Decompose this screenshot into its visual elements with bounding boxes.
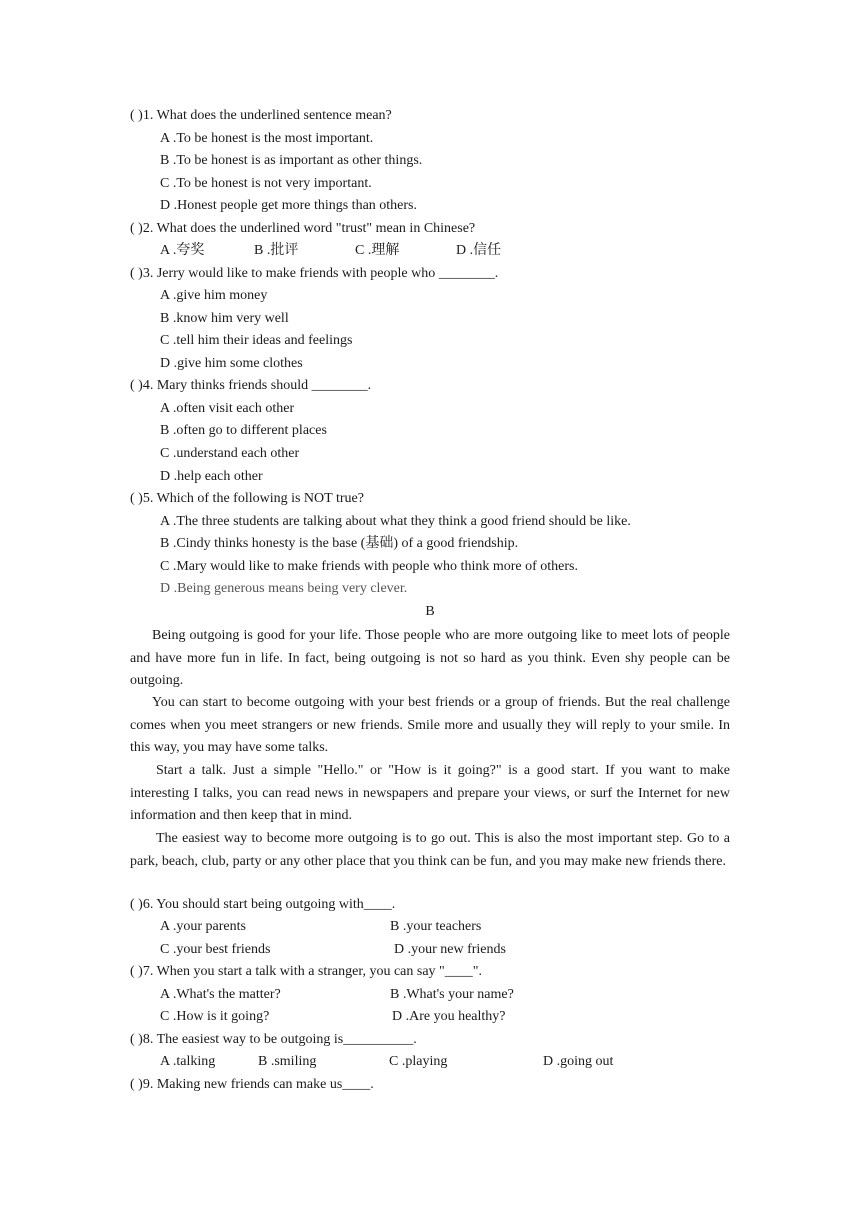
q8-option-b: B .smiling [258,1054,317,1069]
question-7: ( )7. When you start a talk with a stranger, you can say "____". [130,964,482,979]
q3-option-c: C .tell him their ideas and feelings [160,333,353,348]
q4-option-d: D .help each other [160,469,263,484]
question-2: ( )2. What does the underlined word "trust" mean in Chinese? [130,221,476,236]
q8-option-c: C .playing [389,1054,448,1069]
q7-option-c: C .How is it going? [160,1009,270,1024]
q1-option-d: D .Honest people get more things than others. [160,198,418,213]
q4-option-c: C .understand each other [160,446,300,461]
question-5: ( )5. Which of the following is NOT true? [130,491,364,506]
q8-option-d: D .going out [543,1054,614,1069]
question-8: ( )8. The easiest way to be outgoing is__________. [130,1032,417,1047]
q7-option-b: B .What's your name? [390,987,514,1002]
passage-paragraph-2: You can start to become outgoing with your best friends or a group of friends. But the real challenge comes when you meet strangers or new friends. Smile more and usually they will reply to your smile. In this way, you may have some talks. [130,695,730,756]
question-3: ( )3. Jerry would like to make friends with people who ________. [130,266,499,281]
passage-paragraph-4: The easiest way to become more outgoing is to go out. This is also the most important step. Go to a park, beach, club, party or any other place that you think can be fun, and you may make new friends there. [130,831,730,869]
q7-option-a: A .What's the matter? [160,987,281,1002]
passage-paragraph-3: Start a talk. Just a simple "Hello." or "How is it going?" is a good start. If you want to make interesting I talks, you can read news in newspapers and prepare your views, or surf the Internet for new information and then keep that in mind. [130,763,730,824]
q5-option-b: B .Cindy thinks honesty is the base (基础) of a good friendship. [160,536,519,551]
q4-option-b: B .often go to different places [160,423,327,438]
q1-option-a: A .To be honest is the most important. [160,131,374,146]
q6-option-c: C .your best friends [160,942,271,957]
q7-option-d: D .Are you healthy? [392,1009,506,1024]
question-6: ( )6. You should start being outgoing with____. [130,897,396,912]
q2-option-c: C .理解 [355,243,400,258]
q5-option-d: D .Being generous means being very clever. [160,581,408,596]
q1-option-c: C .To be honest is not very important. [160,176,372,191]
question-4: ( )4. Mary thinks friends should ________. [130,378,372,393]
q1-option-b: B .To be honest is as important as other things. [160,153,423,168]
q6-option-a: A .your parents [160,919,246,934]
q2-option-d: D .信任 [456,243,502,258]
q5-option-a: A .The three students are talking about what they think a good friend should be like. [160,514,631,529]
passage-paragraph-1: Being outgoing is good for your life. Those people who are more outgoing like to meet lots of people and have more fun in life. In fact, being outgoing is not so hard as you think. Even shy people can be outgoing. [130,628,730,689]
q3-option-a: A .give him money [160,288,268,303]
q4-option-a: A .often visit each other [160,401,295,416]
q8-option-a: A .talking [160,1054,216,1069]
q5-option-c: C .Mary would like to make friends with people who think more of others. [160,559,578,574]
section-b-heading: B [425,604,435,619]
q6-option-d: D .your new friends [394,942,506,957]
question-1: ( )1. What does the underlined sentence mean? [130,108,392,123]
q2-option-a: A .夸奖 [160,243,205,258]
q6-option-b: B .your teachers [390,919,482,934]
question-9: ( )9. Making new friends can make us____. [130,1077,374,1092]
q3-option-b: B .know him very well [160,311,289,326]
q3-option-d: D .give him some clothes [160,356,303,371]
q2-option-b: B .批评 [254,243,299,258]
